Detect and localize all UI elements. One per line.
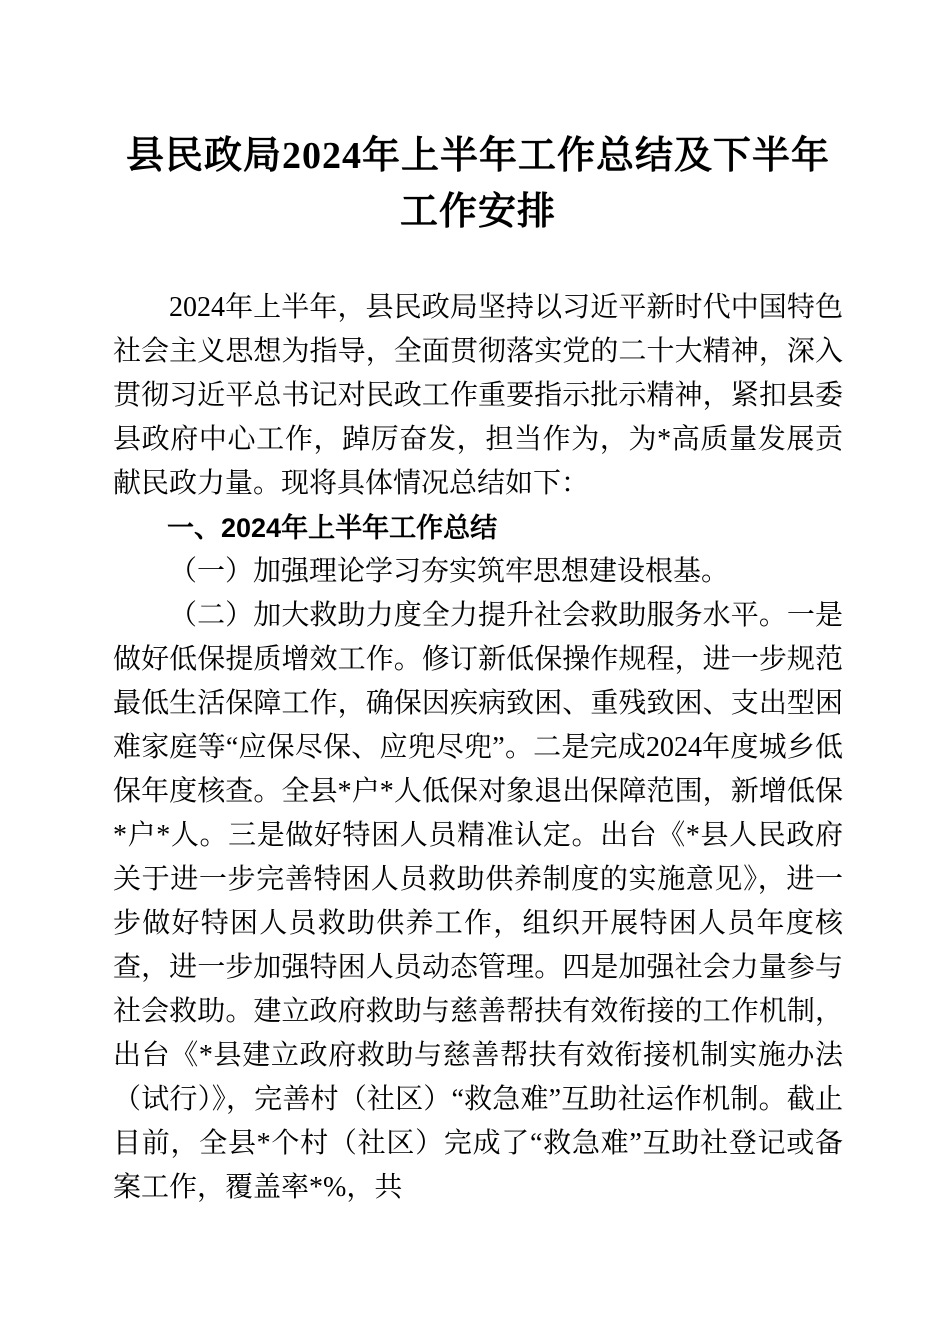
document-title: 县民政局2024年上半年工作总结及下半年工作安排 [125,135,830,233]
subsection-heading-theory-study: （一）加强理论学习夯实筑牢思想建设根基。 [169,556,730,587]
subsection-paragraph-social-assistance: （二）加大救助力度全力提升社会救助服务水平。一是做好低保提质增效工作。修订新低保操作规程，进一步规范最低生活保障工作，确保因疾病致困、重残致困、支出型困难家庭等“应保尽保、应兜尽兜”。二是完成2024年度城乡低保年度核查。全县*户*人低保对象退出保障范围，新增低保*户*人。三是做好特困人员精准认定。出台《*县人民政府关于进一步完善特困人员救助供养制度的实施意见》，进一步做好特困人员救助供养工作，组织开展特困人员年度核查，进一步加强特困人员动态管理。四是加强社会力量参与社会救助。建立政府救助与慈善帮扶有效衔接的工作机制，出台《*县建立政府救助与慈善帮扶有效衔接机制实施办法（试行）》，完善村（社区）“救急难”互助社运作机制。截止目前，全县*个村（社区）完成了“救急难”互助社登记或备案工作，覆盖率*%，共 [113,600,843,1203]
section-heading-first-half-summary: 一、2024年上半年工作总结 [167,513,498,543]
intro-paragraph: 2024年上半年，县民政局坚持以习近平新时代中国特色社会主义思想为指导，全面贯彻落实党的二十大精神，深入贯彻习近平总书记对民政工作重要指示批示精神，紧扣县委县政府中心工作，踔厉奋发，担当作为，为*高质量发展贡献民政力量。现将具体情况总结如下： [113,292,843,499]
